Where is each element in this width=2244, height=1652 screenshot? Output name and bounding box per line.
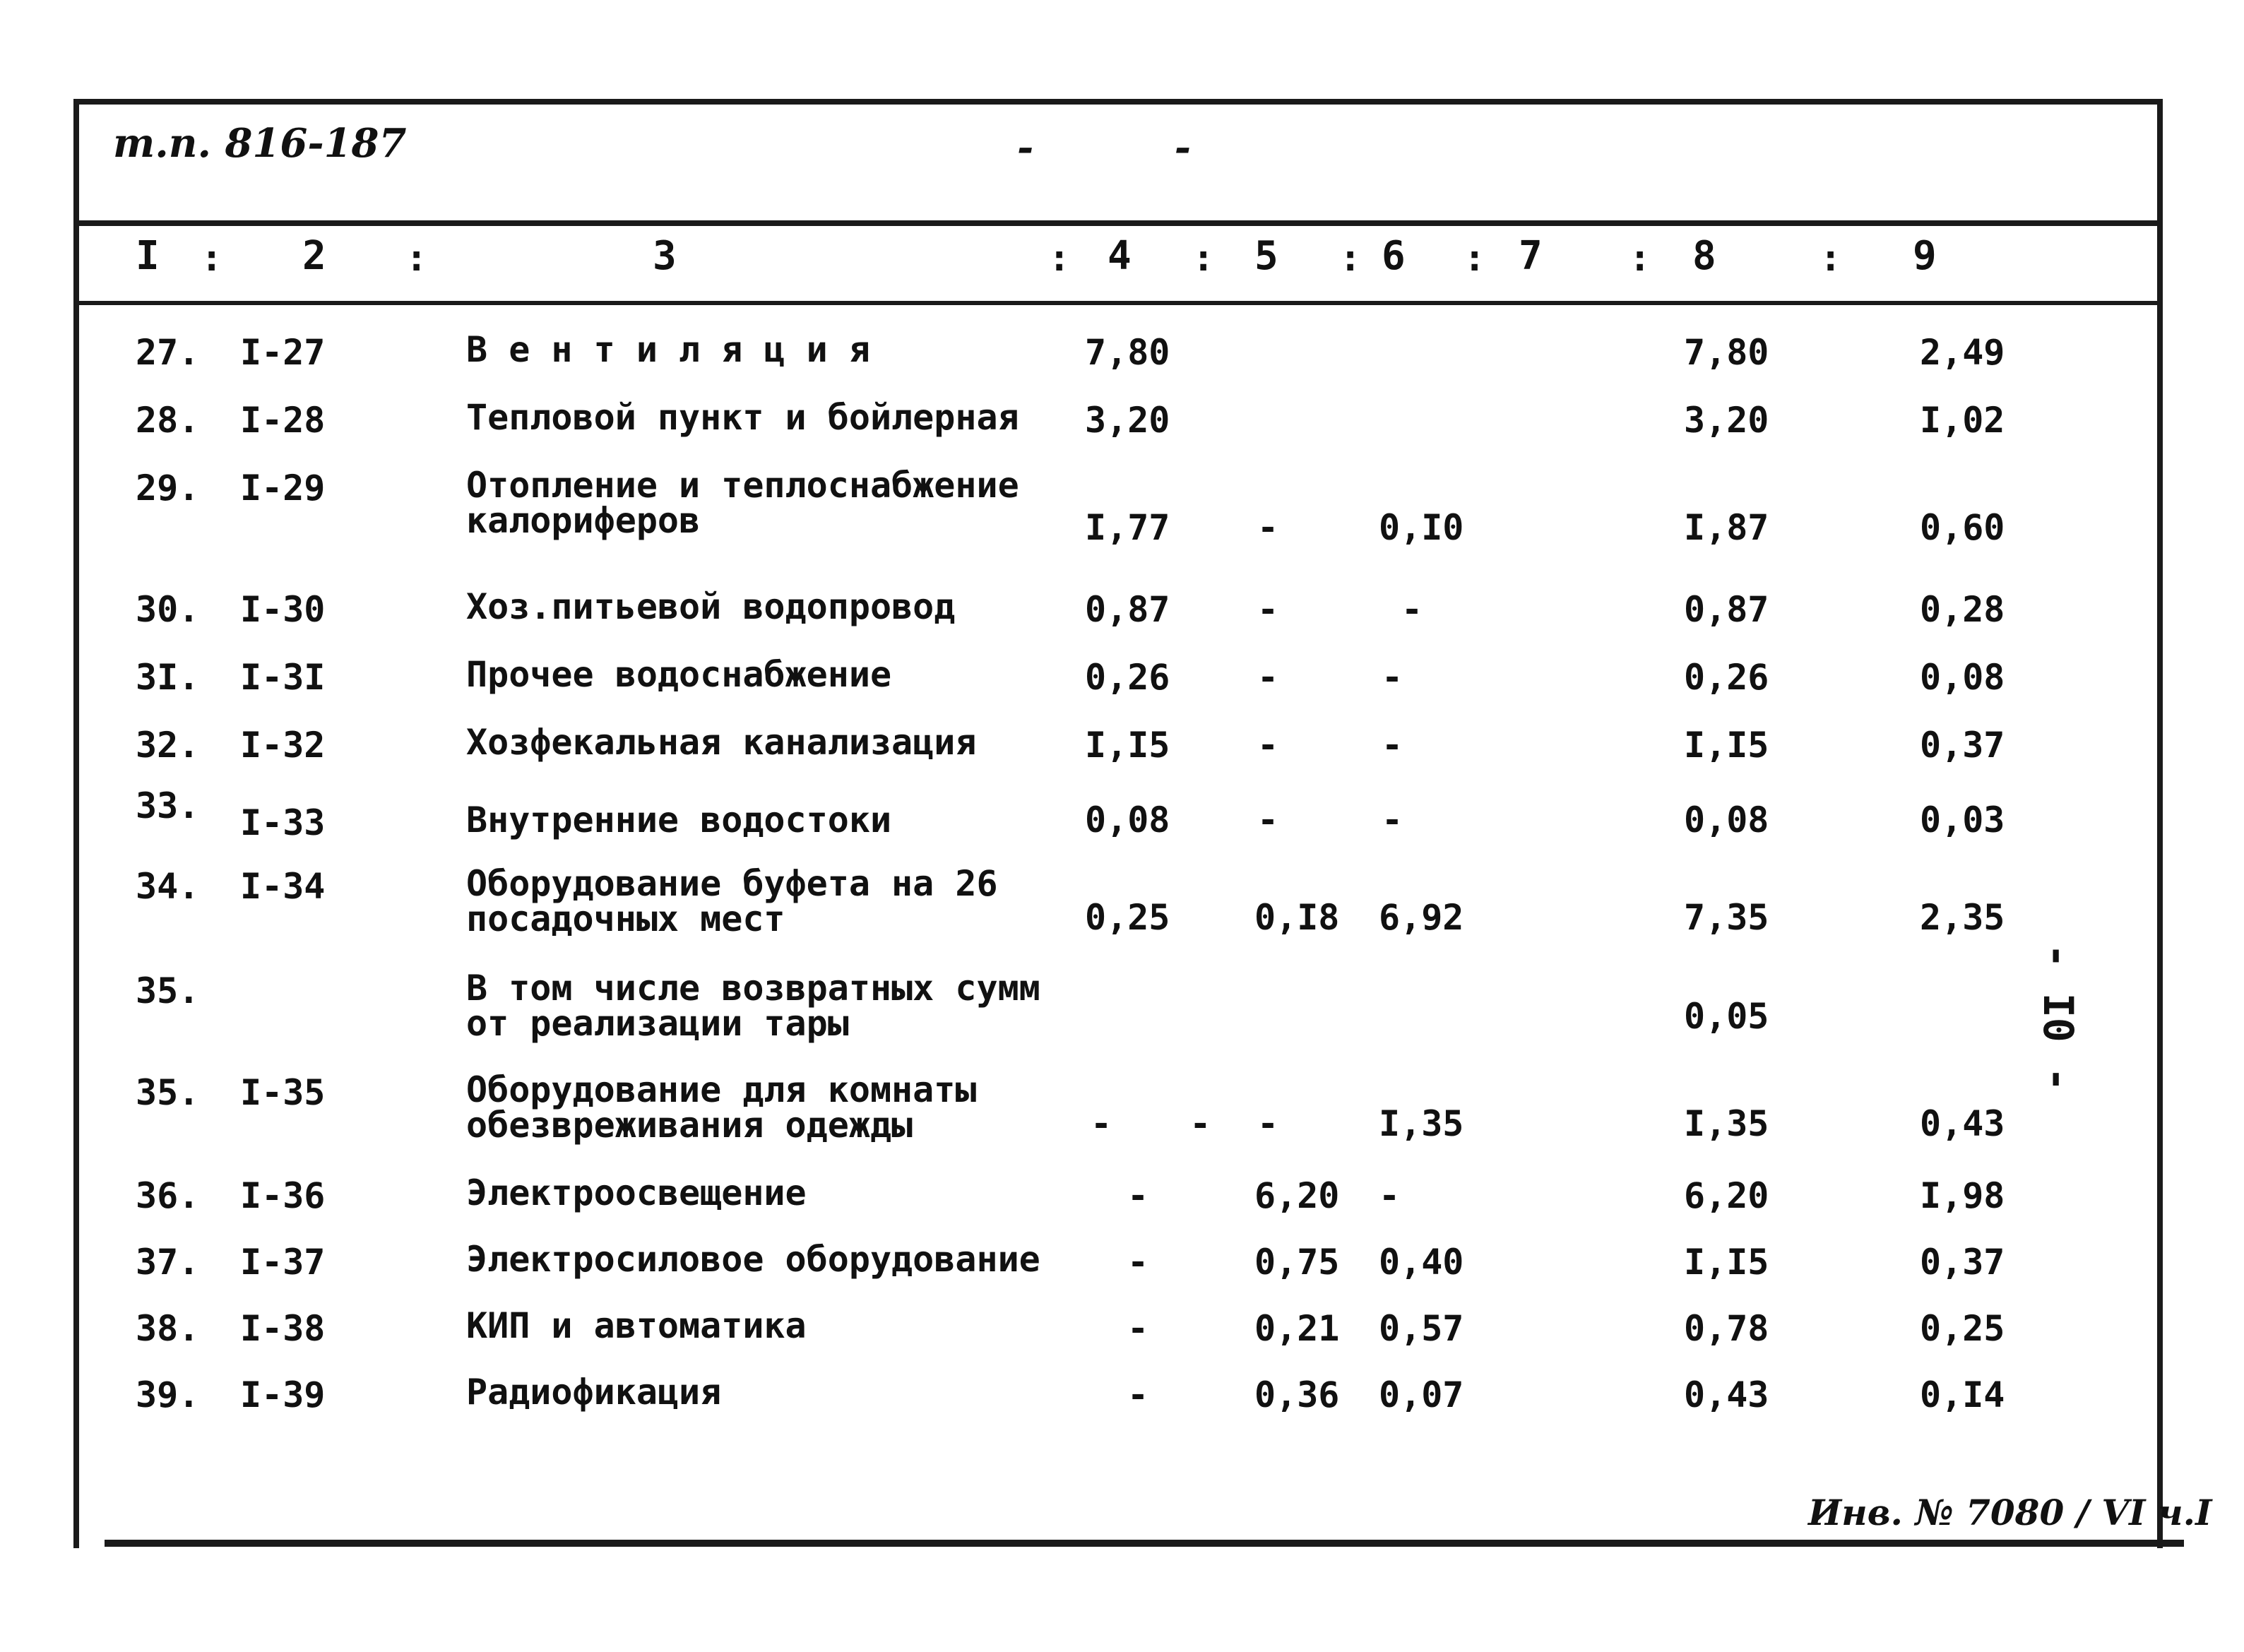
row-name: Радиофикация: [466, 1372, 722, 1413]
row-number: 34.: [136, 866, 200, 907]
row-col5: -: [1257, 507, 1279, 548]
row-col5: 0,I8: [1254, 897, 1340, 938]
row-col9: 0,43: [1920, 1103, 2005, 1144]
document-code: т.п. 816-187: [113, 120, 407, 167]
row-code: I-32: [240, 725, 326, 766]
column-number: 7: [1519, 233, 1543, 279]
column-number: 5: [1254, 233, 1278, 279]
column-header-divider: [79, 301, 2159, 305]
row-col8: 0,87: [1684, 589, 1769, 630]
row-col5: 0,21: [1254, 1308, 1340, 1349]
row-col9: 2,35: [1920, 897, 2005, 938]
row-col4: -: [1127, 1308, 1149, 1349]
row-code: I-29: [240, 468, 326, 509]
row-col5: -: [1257, 800, 1279, 840]
row-name: Внутренние водостоки: [466, 800, 892, 840]
row-code: I-35: [240, 1072, 326, 1113]
row-col5: 0,36: [1254, 1374, 1340, 1415]
table-row: [0, 785, 2244, 843]
row-col5: -: [1257, 657, 1279, 698]
row-col8: 6,20: [1684, 1175, 1769, 1216]
row-number: 33.: [136, 785, 200, 826]
row-col9: 0,37: [1920, 1242, 2005, 1283]
column-number: 8: [1692, 233, 1716, 279]
table-row: [0, 1305, 2244, 1349]
row-col4: I,77: [1085, 507, 1170, 548]
row-col5: 6,20: [1254, 1175, 1340, 1216]
row-name: Прочее водоснабжение: [466, 654, 892, 695]
table-row: [0, 863, 2244, 939]
row-col4: -: [1127, 1242, 1149, 1283]
row-col9: 0,03: [1920, 800, 2005, 840]
row-col5: -: [1257, 1103, 1279, 1144]
header-dash: - -: [1017, 124, 1254, 171]
table-row: [0, 1069, 2244, 1146]
row-name: Хоз.питьевой водопровод: [466, 586, 956, 627]
row-col8: I,35: [1684, 1103, 1769, 1144]
row-code: I-39: [240, 1374, 326, 1415]
row-col4: 0,26: [1085, 657, 1170, 698]
row-name: В том числе возвратных сумм от реализации тары: [466, 968, 1040, 1044]
row-col9: I,98: [1920, 1175, 2005, 1216]
row-col9: 0,28: [1920, 589, 2005, 630]
row-col6: -: [1401, 589, 1423, 630]
row-name: Оборудование буфета на 26 посадочных мест: [466, 863, 998, 939]
row-col8: 7,35: [1684, 897, 1769, 938]
row-col6: -: [1382, 657, 1403, 698]
row-col4: 0,08: [1085, 800, 1170, 840]
row-number: 38.: [136, 1308, 200, 1349]
row-name: КИП и автоматика: [466, 1305, 807, 1346]
column-number: 9: [1913, 233, 1937, 279]
row-col4: 7,80: [1085, 332, 1170, 373]
row-code: I-38: [240, 1308, 326, 1349]
row-col6: 0,07: [1379, 1374, 1464, 1415]
row-col9: 0,60: [1920, 507, 2005, 548]
row-col9: 0,25: [1920, 1308, 2005, 1349]
row-name: Отопление и теплоснабжение калориферов: [466, 465, 1019, 541]
row-code: I-3I: [240, 657, 326, 698]
row-col6: I,35: [1379, 1103, 1464, 1144]
row-name: Электроосвещение: [466, 1172, 807, 1213]
row-col6: 0,40: [1379, 1242, 1464, 1283]
row-col4: 0,25: [1085, 897, 1170, 938]
row-number: 32.: [136, 725, 200, 766]
row-col4: -: [1127, 1374, 1149, 1415]
row-col8: 0,08: [1684, 800, 1769, 840]
row-col6: 6,92: [1379, 897, 1464, 938]
column-number: 6: [1382, 233, 1406, 279]
table-row: [0, 1172, 2244, 1216]
row-col9: I,02: [1920, 400, 2005, 441]
row-col9: 0,37: [1920, 725, 2005, 766]
table-row: [0, 465, 2244, 548]
row-col8: I,I5: [1684, 1242, 1769, 1283]
table-row: [0, 722, 2244, 766]
row-col8: 7,80: [1684, 332, 1769, 373]
table-row: [0, 1372, 2244, 1415]
row-col6: -: [1379, 1175, 1401, 1216]
row-col8: I,87: [1684, 507, 1769, 548]
bottom-divider: [105, 1540, 2184, 1547]
column-number: 2: [302, 233, 326, 279]
row-col4: -: [1127, 1175, 1149, 1216]
row-name: Хозфекальная канализация: [466, 722, 977, 763]
row-code: I-30: [240, 589, 326, 630]
row-col9: 2,49: [1920, 332, 2005, 373]
row-code: I-27: [240, 332, 326, 373]
column-number: 3: [653, 233, 677, 279]
row-col4: - -: [1091, 1103, 1240, 1144]
row-name: Электросиловое оборудование: [466, 1239, 1040, 1280]
column-number: I: [136, 233, 160, 279]
row-code: I-34: [240, 866, 326, 907]
row-col8: 3,20: [1684, 400, 1769, 441]
row-number: 28.: [136, 400, 200, 441]
row-col4: I,I5: [1085, 725, 1170, 766]
row-number: 29.: [136, 468, 200, 509]
table-row: [0, 586, 2244, 630]
row-col6: -: [1382, 725, 1403, 766]
row-number: 39.: [136, 1374, 200, 1415]
row-code: I-28: [240, 400, 326, 441]
row-col9: 0,08: [1920, 657, 2005, 698]
row-name: Тепловой пункт и бойлерная: [466, 397, 1019, 438]
row-number: 36.: [136, 1175, 200, 1216]
table-row: [0, 1239, 2244, 1283]
inventory-number: Инв. № 7080 / VI ч.I: [1808, 1492, 2212, 1533]
table-row: [0, 654, 2244, 698]
row-name: Оборудование для комнаты обезвреживания одежды: [466, 1069, 977, 1146]
row-col4: 0,87: [1085, 589, 1170, 630]
table-row: [0, 397, 2244, 441]
row-col6: -: [1382, 800, 1403, 840]
row-code: I-33: [240, 802, 326, 843]
row-col9: 0,I4: [1920, 1374, 2005, 1415]
row-col6: 0,I0: [1379, 507, 1464, 548]
row-number: 35.: [136, 970, 200, 1011]
row-col5: 0,75: [1254, 1242, 1340, 1283]
row-code: I-37: [240, 1242, 326, 1283]
row-col8: 0,78: [1684, 1308, 1769, 1349]
row-number: 3I.: [136, 657, 200, 698]
column-number: 4: [1108, 233, 1132, 279]
row-number: 35.: [136, 1072, 200, 1113]
row-col8: 0,26: [1684, 657, 1769, 698]
row-col4: 3,20: [1085, 400, 1170, 441]
row-code: I-36: [240, 1175, 326, 1216]
table-row: [0, 329, 2244, 373]
row-col5: -: [1257, 589, 1279, 630]
row-col5: -: [1257, 725, 1279, 766]
row-col8: I,I5: [1684, 725, 1769, 766]
row-col8: 0,43: [1684, 1374, 1769, 1415]
row-number: 30.: [136, 589, 200, 630]
row-col6: 0,57: [1379, 1308, 1464, 1349]
row-number: 37.: [136, 1242, 200, 1283]
row-col8: 0,05: [1684, 996, 1769, 1037]
page-number: - I0 -: [2034, 944, 2082, 1092]
row-number: 27.: [136, 332, 200, 373]
header-divider: [79, 220, 2159, 226]
row-name: В е н т и л я ц и я: [466, 329, 870, 370]
